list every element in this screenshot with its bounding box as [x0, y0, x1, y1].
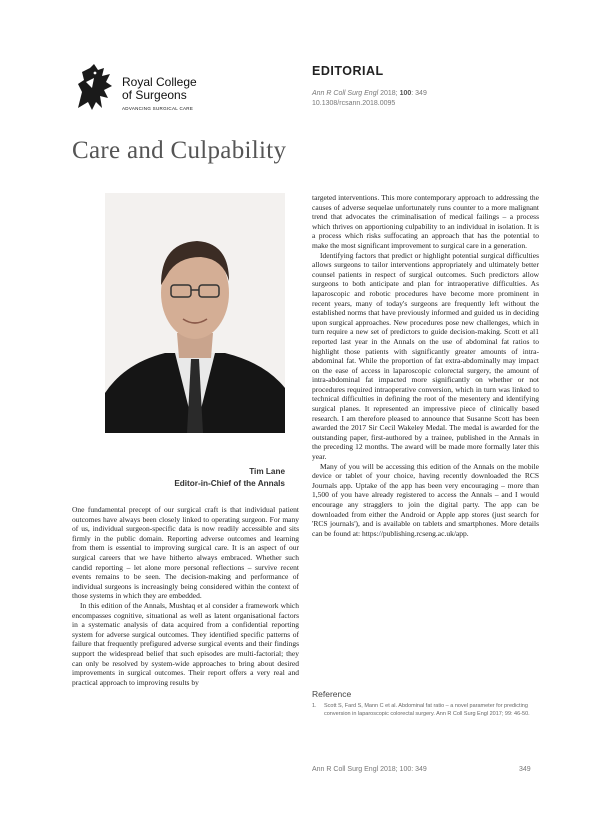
- rcs-logo: [72, 62, 212, 114]
- logo-line-2: of Surgeons: [122, 88, 187, 102]
- reference-item: [312, 702, 537, 718]
- year-volume: 2018;: [378, 90, 400, 97]
- article-title: Care and Culpability: [72, 137, 287, 164]
- logo-tagline: ADVANCING SURGICAL CARE: [122, 106, 194, 111]
- references-heading: Reference: [312, 689, 352, 699]
- reference-text: Scott S, Fard S, Mann C et al. Abdominal fat ratio – a novel parameter for predicting conversion in laparoscopic colorectal surgery. Ann R Coll Surg Engl 2017; 99: 46-50.: [324, 703, 530, 717]
- pages: : 349: [411, 90, 427, 97]
- section-label: EDITORIAL: [312, 64, 384, 78]
- doi-link[interactable]: 10.1308/rcsann.2018.0095: [312, 100, 396, 107]
- body-column-1: [72, 505, 299, 687]
- author-role: Editor-in-Chief of the Annals: [174, 479, 285, 488]
- paragraph: One fundamental precept of our surgical craft is that individual patient outcomes have always been closely linked to operating surgeon. For many of us, individual surgeon-specific data is now readily accessible and sits firmly in the public domain. Reporting adverse outcomes and learning from them is essential to improving surgical care. It is an aspect of our surgical careers that we have hitherto always embraced. Whether such candid reporting – let alone more personal reflections – survive recent events remains to be seen. The decision-making and performance of individual surgeons is increasingly being considered within the context of those systems in which they are embedded.: [72, 505, 299, 601]
- body-column-2: [312, 193, 539, 538]
- author-name: Tim Lane: [249, 467, 285, 476]
- griffin-crest-icon: [72, 62, 118, 112]
- paragraph: targeted interventions. This more contemporary approach to addressing the causes of adverse sequelae unfortunately runs counter to a more malignant trend that advocates the criminalisation of medical failings – a process which thrives on apportioning culpability to an individual in isolation. It is a process which risks suffocating an approach that has the potential to make the most significant improvement to surgical care in a generation.: [312, 193, 539, 250]
- logo-line-1: Royal College: [122, 75, 197, 89]
- article-meta: [312, 89, 427, 109]
- author-photo: [105, 193, 285, 433]
- paragraph: Identifying factors that predict or highlight potential surgical difficulties allows surgeons to tailor interventions appropriately and ultimately better counsel patients in respect of surgical outcomes. Such predictors allow surgeons to both anticipate and plan for intraoperative difficulties. As laparoscopic and robotic procedures have become more prominent in recent years, many of today's surgeons are frequently left without the established norms that have previously informed and guided us in deciding upon surgical approaches. New procedures pose new challenges, which in turn require a new set of predictors to guide decision-making. Scott et al1 reported last year in the Annals on the use of abdominal fat ratios to highlight those patients with significantly greater amounts of intra-abdominal fat. While the proportion of fat extra-abdominally may impact on the ease of access in laparoscopic colorectal surgery, the amount of intra-abdominal fat impacted more significantly on whether or not procedures required intraoperative conversion, which in turn was linked to technical difficulties in defining the root of the mesentery and identifying surgical planes. It represented an impressive piece of clinically based research. I am therefore pleased to announce that Susanne Scott has been awarded the 2017 Sir Cecil Wakeley Medal. The medal is awarded for the outstanding paper, first-authored by a trainee, published in the Annals in the preceding 12 months. The award will be made more formally later this year.: [312, 250, 539, 462]
- paragraph: In this edition of the Annals, Mushtaq et al consider a framework which encompasses cognitive, situational as well as latent organisational factors in a systematic analysis of data acquired from a confidential reporting system for adverse surgical outcomes. They identified specific patterns of failure that frequently prefigured adverse surgical events and their findings support the widespread belief that such episodes are multi-factorial; they can only be resolved by system-wide approaches to bring about desired improvements in surgical outcomes. Their report offers a very real and practical approach to improving results by: [72, 600, 299, 687]
- portrait-image: [105, 193, 285, 433]
- footer-citation: Ann R Coll Surg Engl 2018; 100: 349: [312, 766, 427, 773]
- journal-name: Ann R Coll Surg Engl: [312, 90, 379, 97]
- paragraph: Many of you will be accessing this edition of the Annals on the mobile device or tablet of your choice, having recently downloaded the RCS Journals app. Uptake of the app has been very encouraging – more than 1,500 of you have already registered to access the Annals – and I would encourage any stragglers to join the digital party. The app can be downloaded from either the Android or Apple app stores (just search for 'RCS journals'), and is available on tablets and smartphones. More details can be found at: https://publishing.rcseng.ac.uk/app.: [312, 461, 539, 538]
- volume: 100: [399, 90, 412, 97]
- reference-number: 1.: [312, 703, 317, 709]
- page-number: 349: [519, 766, 531, 773]
